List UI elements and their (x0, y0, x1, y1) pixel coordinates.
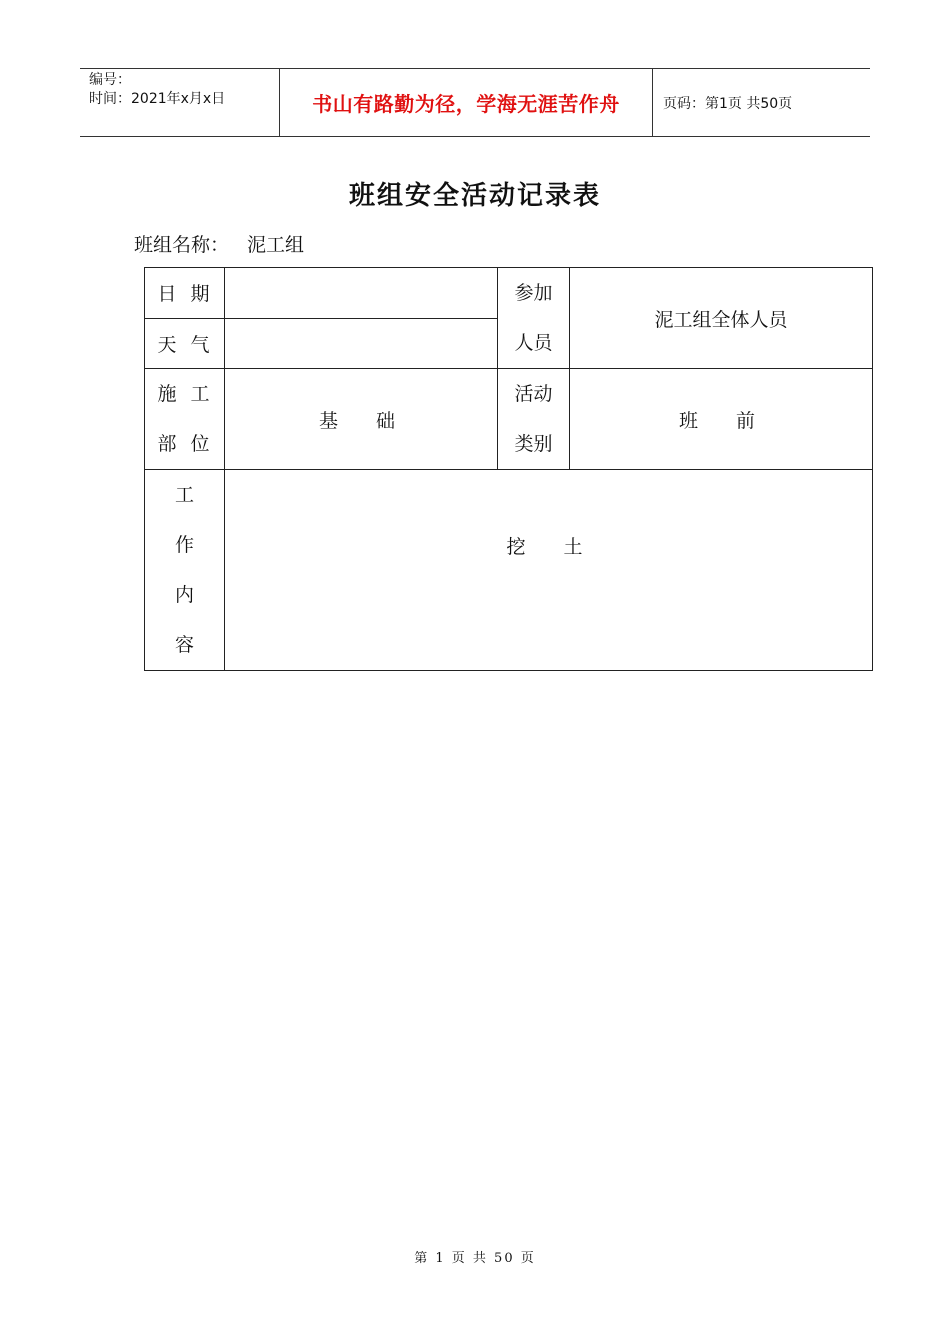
team-name-line (134, 230, 322, 257)
location-label-line2: 部位 (157, 433, 224, 455)
time-label: 时间：2021年x月x日 (89, 91, 226, 107)
participants-value: 泥工组全体人员 (570, 268, 873, 369)
header-motto: 书山有路勤为径，学海无涯苦作舟 (280, 69, 653, 136)
document-title: 班组安全活动记录表 (348, 181, 601, 211)
location-label-line1: 施工 (157, 383, 224, 405)
work-content-label-char: 内 (174, 584, 194, 606)
location-label (145, 369, 225, 470)
activity-type-label-line2: 类别 (514, 433, 553, 455)
work-content-label (145, 470, 225, 671)
work-content-text: 挖土 (506, 536, 621, 558)
participants-label-line2: 人员 (514, 332, 553, 354)
activity-type-label-line1: 活动 (514, 383, 553, 405)
participants-label-line1: 参加 (514, 282, 553, 304)
page-footer: 第 1 页 共 50 页 (414, 1251, 536, 1266)
weather-field[interactable] (225, 318, 498, 369)
work-content-label-char: 容 (174, 634, 194, 656)
work-content-label-char: 作 (174, 534, 194, 556)
weather-label: 天气 (145, 318, 225, 369)
participants-label (498, 268, 570, 369)
work-content-value (225, 470, 873, 671)
activity-record-table (144, 267, 873, 671)
work-content-label-char: 工 (174, 484, 194, 506)
team-name-value: 泥工组 (247, 234, 305, 256)
date-field[interactable] (225, 268, 498, 319)
number-label: 编号： (89, 72, 131, 88)
date-label: 日期 (145, 268, 225, 319)
header-page-info: 页码：第1页 共50页 (663, 95, 793, 112)
team-name-label: 班组名称： (134, 234, 230, 256)
page-header (80, 68, 870, 137)
header-meta (80, 69, 280, 136)
activity-type-value: 班前 (570, 369, 873, 470)
location-value: 基础 (225, 369, 498, 470)
activity-type-label (498, 369, 570, 470)
